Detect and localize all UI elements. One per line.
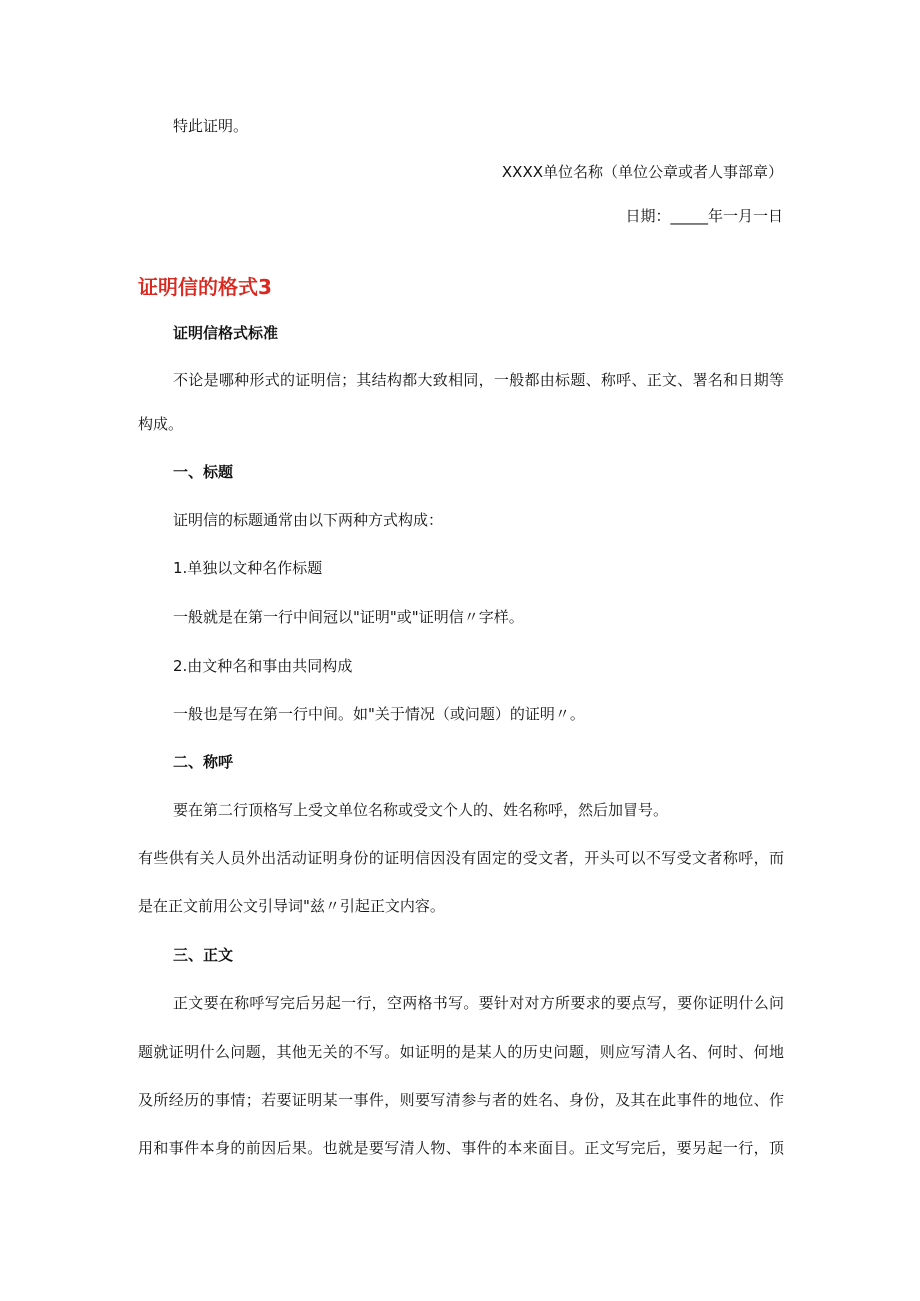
part3-line3: 及所经历的事情；若要证明某一事件，则要写清参与者的姓名、身份，及其在此事件的地位、作 — [138, 1091, 785, 1109]
part2-line1: 要在第二行顶格写上受文单位名称或受文个人的、姓名称呼，然后加冒号。 — [173, 801, 669, 819]
section-title: 证明信的格式3 — [138, 275, 272, 299]
part3-line2: 题就证明什么问题，其他无关的不写。如证明的是某人的历史问题，则应写清人名、何时、何地 — [138, 1043, 785, 1061]
part3-line4: 用和事件本身的前因后果。也就是要写清人物、事件的本来面目。正文写完后，要另起一行，顶 — [138, 1139, 785, 1157]
part1-item1-description: 一般就是在第一行中间冠以"证明"或"证明信〃字样。 — [173, 608, 524, 626]
part3-line1: 正文要在称呼写完后另起一行，空两格书写。要针对对方所要求的要点写，要你证明什么问 — [173, 994, 785, 1012]
part3-heading: 三、正文 — [173, 946, 234, 964]
section-subtitle: 证明信格式标准 — [173, 324, 279, 342]
part2-heading: 二、称呼 — [173, 753, 234, 771]
part1-item2: 2.由文种名和事由共同构成 — [173, 657, 353, 675]
intro-paragraph-line2: 构成。 — [138, 415, 184, 433]
part1-item1: 1.单独以文种名作标题 — [173, 559, 323, 577]
part2-line3: 是在正文前用公文引导词"兹〃引起正文内容。 — [138, 897, 445, 915]
part1-item2-description: 一般也是写在第一行中间。如"关于情况（或问题）的证明〃。 — [173, 705, 585, 723]
intro-paragraph-line1: 不论是哪种形式的证明信；其结构都大致相同，一般都由标题、称呼、正文、署名和日期等 — [173, 371, 785, 389]
part1-description: 证明信的标题通常由以下两种方式构成： — [173, 511, 444, 529]
date-line: 日期：_____年一月一日 — [625, 207, 783, 225]
unit-name-signature: XXXX单位名称（单位公章或者人事部章） — [501, 163, 783, 181]
special-proof-text: 特此证明。 — [173, 117, 249, 135]
part2-line2: 有些供有关人员外出活动证明身份的证明信因没有固定的受文者，开头可以不写受文者称呼，而 — [138, 849, 785, 867]
part1-heading: 一、标题 — [173, 463, 234, 481]
